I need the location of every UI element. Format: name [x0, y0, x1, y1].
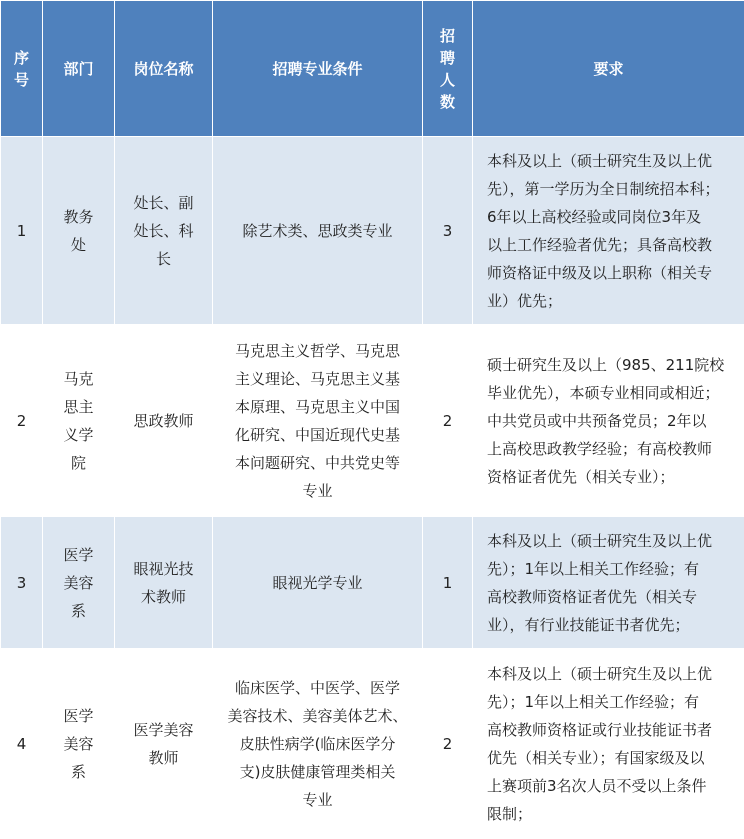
table-row: [1, 649, 744, 839]
cell-count: 2: [423, 325, 473, 517]
cell-major: 临床医学、中医学、医学 美容技术、美容美体艺术、 皮肤性病学(临床医学分 支)皮肤健康管理类相关 专业: [213, 649, 423, 839]
header-seq: 序号: [1, 1, 43, 137]
cell-count: 2: [423, 649, 473, 839]
cell-count: 3: [423, 137, 473, 325]
cell-position: 思政教师: [115, 325, 213, 517]
header-requirements: 要求: [473, 1, 744, 137]
table-row: [1, 137, 744, 325]
cell-requirements: 本科及以上（硕士研究生及以上优 先），第一学历为全日制统招本科； 6年以上高校经验或同岗位3年及 以上工作经验者优先；具备高校教 师资格证中级及以上职称（相关专 业）优先；: [473, 137, 744, 325]
table-header-row: [1, 1, 744, 137]
cell-major: 除艺术类、思政类专业: [213, 137, 423, 325]
header-count: 招聘人数: [423, 1, 473, 137]
cell-requirements: 硕士研究生及以上（985、211院校 毕业优先），本硕专业相同或相近； 中共党员或中共预备党员；2年以 上高校思政教学经验；有高校教师 资格证者优先（相关专业）；: [473, 325, 744, 517]
cell-seq: 2: [1, 325, 43, 517]
cell-major: 马克思主义哲学、马克思 主义理论、马克思主义基 本原理、马克思主义中国 化研究、中国近现代史基 本问题研究、中共党史等 专业: [213, 325, 423, 517]
table-row: [1, 517, 744, 649]
header-dept: 部门: [43, 1, 115, 137]
cell-seq: 1: [1, 137, 43, 325]
cell-position: 医学美容 教师: [115, 649, 213, 839]
cell-major: 眼视光学专业: [213, 517, 423, 649]
cell-seq: 4: [1, 649, 43, 839]
cell-seq: 3: [1, 517, 43, 649]
cell-requirements: 本科及以上（硕士研究生及以上优 先）；1年以上相关工作经验；有 高校教师资格证或行业技能证书者 优先（相关专业）；有国家级及以 上赛项前3名次人员不受以上条件 限制；: [473, 649, 744, 839]
cell-position: 处长、副 处长、科 长: [115, 137, 213, 325]
cell-dept: 马克 思主 义学 院: [43, 325, 115, 517]
cell-requirements: 本科及以上（硕士研究生及以上优 先）；1年以上相关工作经验；有 高校教师资格证者优先（相关专 业），有行业技能证书者优先；: [473, 517, 744, 649]
cell-dept: 医学 美容 系: [43, 517, 115, 649]
header-major: 招聘专业条件: [213, 1, 423, 137]
cell-count: 1: [423, 517, 473, 649]
cell-dept: 教务 处: [43, 137, 115, 325]
table-row: [1, 325, 744, 517]
cell-position: 眼视光技 术教师: [115, 517, 213, 649]
cell-dept: 医学 美容 系: [43, 649, 115, 839]
header-position: 岗位名称: [115, 1, 213, 137]
